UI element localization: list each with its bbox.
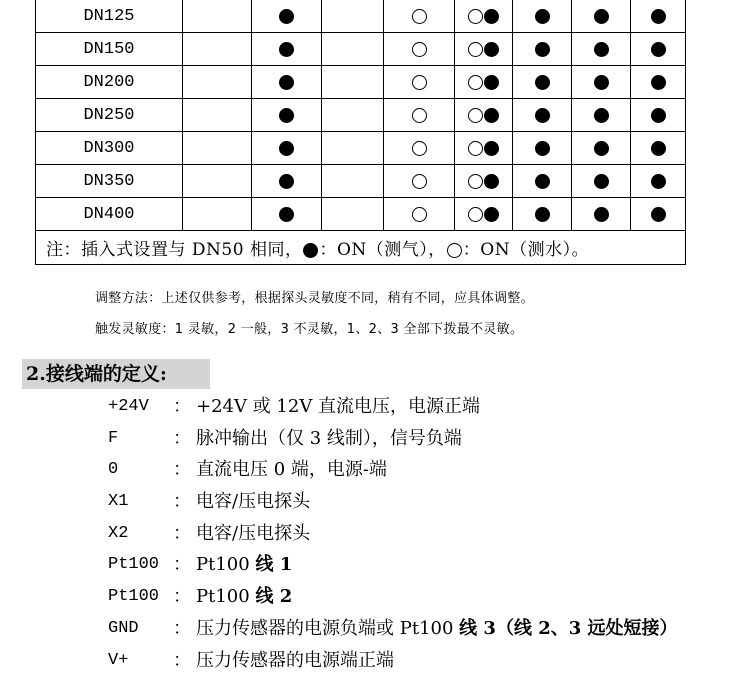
cell-on — [513, 66, 572, 99]
filled-dot-icon — [484, 75, 499, 90]
adjust-tip: 调整方法：上述仅供参考，根据探头灵敏度不同，稍有不同，应具体调整。 — [95, 291, 534, 306]
filled-dot-icon — [535, 108, 550, 123]
blank-cell — [322, 132, 384, 165]
filled-dot-icon — [279, 108, 294, 123]
pipe-size: DN350 — [36, 165, 183, 198]
blank-cell — [183, 33, 252, 66]
cell-mixed — [455, 66, 513, 99]
terminal-desc-bold: 线 2 — [255, 586, 293, 608]
cell-on — [252, 132, 322, 165]
terminal-desc-bold: 线 1 — [255, 554, 293, 576]
filled-dot-icon — [484, 9, 499, 24]
cell-on — [252, 0, 322, 33]
section-title: 2.接线端的定义: — [22, 359, 210, 389]
table-row — [36, 198, 686, 231]
filled-dot-icon — [535, 9, 550, 24]
cell-on — [252, 66, 322, 99]
cell-on — [572, 99, 631, 132]
cell-off — [384, 132, 455, 165]
blank-cell — [183, 66, 252, 99]
filled-dot-icon — [594, 75, 609, 90]
filled-dot-icon — [535, 207, 550, 222]
blank-cell — [322, 66, 384, 99]
terminal-key: 0 — [108, 460, 119, 480]
cell-off — [384, 165, 455, 198]
pipe-size: DN125 — [36, 0, 183, 33]
open-circle-icon — [412, 207, 427, 222]
dip-switch-table — [35, 0, 686, 265]
terminal-desc-bold: 线 3（线 2、3 远处短接） — [459, 617, 678, 639]
table-row — [36, 0, 686, 33]
filled-dot-icon — [484, 207, 499, 222]
terminal-key: F — [108, 428, 119, 448]
sensitivity-tip: 触发灵敏度：1 灵敏，2 一般，3 不灵敏，1、2、3 全部下拨最不灵敏。 — [95, 322, 524, 337]
terminal-key: V+ — [108, 650, 129, 670]
filled-dot-icon — [651, 108, 666, 123]
cell-off — [384, 99, 455, 132]
terminal-desc: 直流电压 0 端，电源-端 — [196, 459, 387, 481]
terminal-desc: 电容/压电探头 — [196, 491, 311, 513]
blank-cell — [322, 198, 384, 231]
cell-off — [384, 198, 455, 231]
filled-dot-icon — [279, 174, 294, 189]
filled-dot-icon — [279, 141, 294, 156]
cell-on — [631, 0, 686, 33]
pipe-size: DN150 — [36, 33, 183, 66]
cell-on — [252, 33, 322, 66]
filled-dot-icon — [535, 174, 550, 189]
filled-dot-icon — [651, 141, 666, 156]
cell-mixed — [455, 0, 513, 33]
terminal-desc: Pt100 线 2 — [196, 586, 293, 608]
cell-on — [513, 99, 572, 132]
blank-cell — [183, 165, 252, 198]
blank-cell — [322, 0, 384, 33]
terminal-colon: ： — [173, 427, 191, 449]
filled-dot-icon — [279, 207, 294, 222]
open-circle-icon — [468, 75, 483, 90]
open-circle-icon — [468, 174, 483, 189]
blank-cell — [183, 0, 252, 33]
filled-dot-icon — [594, 207, 609, 222]
filled-dot-icon — [279, 42, 294, 57]
cell-off — [384, 33, 455, 66]
filled-dot-icon — [535, 141, 550, 156]
open-circle-icon — [412, 42, 427, 57]
table-note: 注：插入式设置与 DN50 相同， ：ON（测气）， ：ON（测水）。 — [36, 231, 686, 265]
terminal-desc: 压力传感器的电源负端或 Pt100 线 3（线 2、3 远处短接） — [196, 617, 678, 639]
terminal-colon: ： — [173, 491, 191, 513]
open-circle-icon — [412, 174, 427, 189]
open-circle-icon — [412, 9, 427, 24]
cell-on — [252, 99, 322, 132]
pipe-size: DN300 — [36, 132, 183, 165]
cell-off — [384, 0, 455, 33]
terminal-desc: 压力传感器的电源端正端 — [196, 649, 394, 671]
cell-on — [631, 132, 686, 165]
terminal-key: +24V — [108, 397, 149, 416]
cell-on — [572, 132, 631, 165]
terminal-colon: ： — [173, 396, 191, 417]
filled-dot-icon — [651, 207, 666, 222]
cell-on — [513, 0, 572, 33]
open-circle-icon — [468, 108, 483, 123]
cell-on — [252, 198, 322, 231]
filled-dot-icon — [651, 9, 666, 24]
cell-on — [572, 33, 631, 66]
blank-cell — [322, 33, 384, 66]
cell-on — [513, 132, 572, 165]
filled-dot-icon — [279, 9, 294, 24]
cell-on — [631, 99, 686, 132]
filled-dot-icon — [484, 42, 499, 57]
cell-off — [384, 66, 455, 99]
filled-dot-icon — [484, 141, 499, 156]
filled-dot-icon — [279, 75, 294, 90]
terminal-colon: ： — [173, 586, 191, 608]
filled-dot-icon — [651, 174, 666, 189]
terminal-colon: ： — [173, 522, 191, 544]
filled-dot-icon — [535, 75, 550, 90]
filled-dot-icon — [303, 243, 318, 258]
open-circle-icon — [468, 9, 483, 24]
terminal-key: X2 — [108, 523, 129, 543]
open-circle-icon — [412, 141, 427, 156]
open-circle-icon — [412, 108, 427, 123]
open-circle-icon — [468, 141, 483, 156]
table-row — [36, 33, 686, 66]
table-row — [36, 132, 686, 165]
blank-cell — [183, 132, 252, 165]
terminal-key: GND — [108, 618, 139, 638]
filled-dot-icon — [651, 75, 666, 90]
blank-cell — [183, 99, 252, 132]
table-row — [36, 165, 686, 198]
cell-on — [631, 198, 686, 231]
terminal-desc: +24V 或 12V 直流电压，电源正端 — [196, 396, 481, 417]
note-row — [36, 231, 686, 265]
filled-dot-icon — [594, 141, 609, 156]
cell-mixed — [455, 132, 513, 165]
pipe-size: DN250 — [36, 99, 183, 132]
open-circle-icon — [468, 207, 483, 222]
terminal-desc: 脉冲输出（仅 3 线制），信号负端 — [196, 427, 462, 449]
cell-on — [572, 198, 631, 231]
terminal-colon: ： — [173, 649, 191, 671]
filled-dot-icon — [484, 108, 499, 123]
cell-on — [513, 165, 572, 198]
cell-on — [572, 165, 631, 198]
cell-mixed — [455, 165, 513, 198]
terminal-colon: ： — [173, 459, 191, 481]
filled-dot-icon — [594, 108, 609, 123]
cell-on — [513, 33, 572, 66]
cell-on — [631, 33, 686, 66]
blank-cell — [322, 99, 384, 132]
terminal-key: X1 — [108, 492, 129, 512]
table-row — [36, 66, 686, 99]
terminal-key: Pt100 — [108, 555, 160, 575]
filled-dot-icon — [594, 42, 609, 57]
cell-mixed — [455, 99, 513, 132]
filled-dot-icon — [594, 9, 609, 24]
terminal-colon: ： — [173, 554, 191, 576]
filled-dot-icon — [535, 42, 550, 57]
cell-on — [631, 165, 686, 198]
pipe-size: DN400 — [36, 198, 183, 231]
filled-dot-icon — [484, 174, 499, 189]
cell-on — [572, 66, 631, 99]
cell-mixed — [455, 198, 513, 231]
cell-mixed — [455, 33, 513, 66]
pipe-size: DN200 — [36, 66, 183, 99]
cell-on — [572, 0, 631, 33]
terminal-colon: ： — [173, 617, 191, 639]
terminal-desc: 电容/压电探头 — [196, 522, 311, 544]
terminal-key: Pt100 — [108, 587, 160, 607]
blank-cell — [322, 165, 384, 198]
blank-cell — [183, 198, 252, 231]
open-circle-icon — [468, 42, 483, 57]
filled-dot-icon — [651, 42, 666, 57]
terminal-desc: Pt100 线 1 — [196, 554, 293, 576]
cell-on — [252, 165, 322, 198]
cell-on — [513, 198, 572, 231]
cell-on — [631, 66, 686, 99]
table-row — [36, 99, 686, 132]
open-circle-icon — [447, 243, 462, 258]
open-circle-icon — [412, 75, 427, 90]
filled-dot-icon — [594, 174, 609, 189]
